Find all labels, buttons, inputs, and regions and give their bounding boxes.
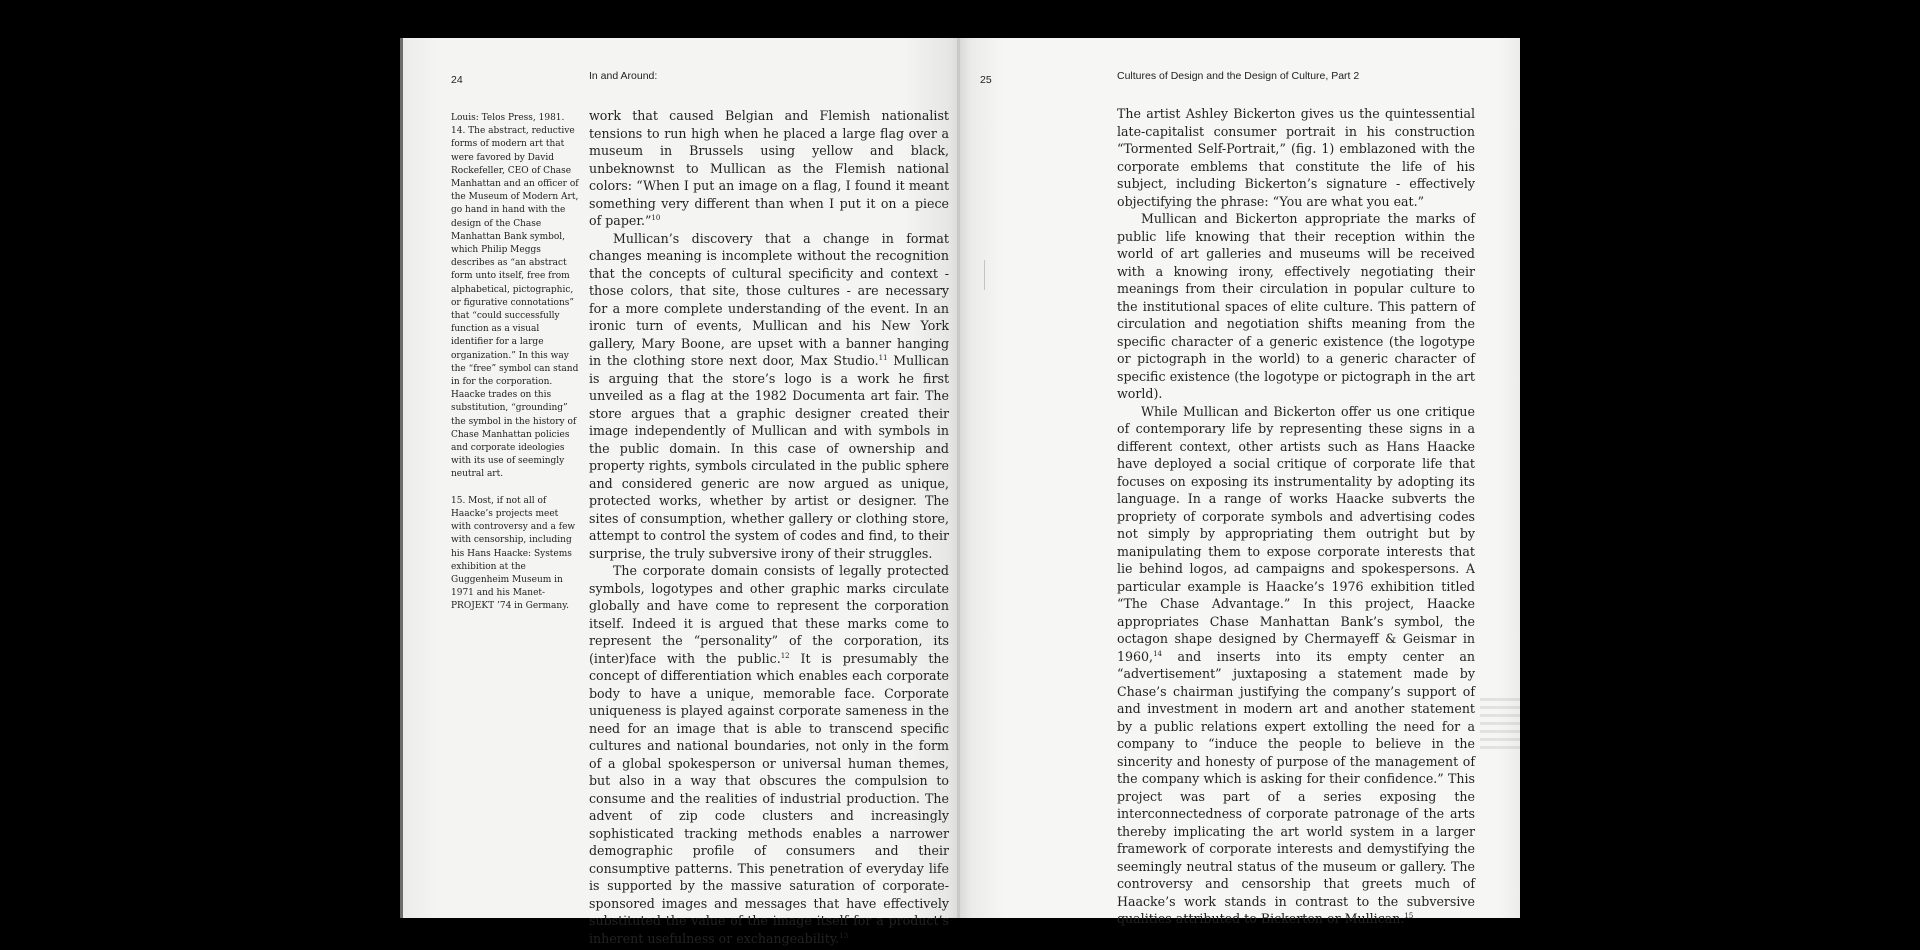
left-page bbox=[400, 38, 960, 946]
footnote-ref: 13 bbox=[839, 931, 849, 940]
paragraph: While Mullican and Bickerton offer us one critique of contemporary life by representing these signs in a different context, other artists such as Hans Haacke have deployed a social critique of corporate life that focuses on exposing its instrumentality by adopting its language. In a range of works Haacke subverts the propriety of corporate symbols and advertising codes not simply by appropriating them outright but by manipulating them to expose corporate interests that lie behind logos, ad campaigns and spokespersons. A particular example is Haacke’s 1976 exhibition titled “The Chase Advantage.” In this project, Haacke appropriates Chase Manhattan Bank’s symbol, the octagon shape designed by Chermayeff & Geismar in 1960,14 and inserts into its empty center an “advertisement” juxtaposing a statement made by Chase’s chairman justifying the company’s support of and investment in modern art and another statement by a public relations expert extolling the need for a company to “induce the people to believe in the sincerity and honesty of purpose of the management of the company which is asking for their confidence.” This project was part of a series exposing the interconnectedness of corporate patronage of the arts thereby implicating the art world system in a larger framework of corporate interests and demystifying the seemingly neutral status of the museum or gallery. The controversy and censorship that greets much of Haacke’s work stands in contrast to the subversive qualities attributed to Bickerton or Mullican.$^{15}$ bbox=[1117, 403, 1475, 926]
paragraph: The artist Ashley Bickerton gives us the quintessential late-capitalist consumer portrait in his construction “Tormented Self-Portrait,” (fig. 1) emblazoned with the corporate emblems that constitute the life of his subject, including Bickerton’s signature - effectively objectifying the phrase: “You are what you eat.” bbox=[1117, 106, 1475, 209]
footnote-ref: 12 bbox=[780, 651, 790, 660]
footnote-ref: 14 bbox=[1153, 649, 1162, 658]
show-through-figure bbox=[1480, 698, 1640, 750]
page-number-left: 24 bbox=[451, 74, 463, 86]
footnote-ref: 10 bbox=[651, 213, 661, 222]
body-text-right bbox=[1117, 105, 1475, 928]
footnote-15: 15. Most, if not all of Haacke’s projects meet with controversy and a few with censorship, including his Hans Haacke: Systems exhibition at the Guggenheim Museum in 1971 and his Manet-PROJEKT ’74 in Germany. bbox=[451, 495, 576, 612]
paragraph: work that caused Belgian and Flemish nationalist tensions to run high when he placed a large flag over a museum in Brussels using yellow and black, unbeknownst to Mullican as the Flemish national colors: “When I put an image on a flag, I found it meant something very different than when I put it on a piece of paper.”$^{10}$ bbox=[589, 108, 949, 228]
footnote-ref: 11 bbox=[878, 353, 888, 362]
running-head-right-text: Cultures of Design and the Design of Culture, Part 2 bbox=[1117, 70, 1360, 82]
right-page bbox=[960, 38, 1520, 926]
page-mark bbox=[984, 260, 988, 290]
footnote-14: 14. The abstract, reductive forms of modern art that were favored by David Rockefeller, CEO of Chase Manhattan and an officer of the Museum of Modern Art, go hand in hand with the design of the Chase Manhattan Bank symbol, which Philip Meggs describes as “an abstract form unto itself, free from alphabetical, pictographic, or figurative connotations” that “could successfully function as a visual identifier for a large organization.” In this way the “free” symbol can stand in for the corporation. Haacke trades on this substitution, “grounding” the symbol in the history of Chase Manhattan policies and corporate ideologies with its use of seemingly neutral art. bbox=[451, 126, 579, 480]
open-book-spread bbox=[400, 38, 1520, 946]
running-head-left: In and Around: bbox=[589, 70, 658, 82]
paragraph: Mullican and Bickerton appropriate the marks of public life knowing that their reception within the world of art galleries and museums will be received with a knowing irony, effectively negotiating their meanings from their circulation in popular culture to the institutional spaces of elite culture. This pattern of circulation and negotiation shifts meaning from the specific character of a generic existence (the logotype or pictograph in the world) to a generic character of specific existence (the logotype or pictograph in the art world). bbox=[1117, 211, 1475, 401]
footnotes-column bbox=[451, 112, 581, 627]
body-text-left bbox=[589, 107, 949, 947]
page-number-right: 25 bbox=[980, 74, 992, 86]
footnote-continuation: Louis: Telos Press, 1981. bbox=[451, 113, 565, 123]
footnote-ref: 15 bbox=[1404, 911, 1414, 920]
paragraph: Mullican’s discovery that a change in format changes meaning is incomplete without the recognition that the concepts of cultural specificity and context - those colors, that site, those cultures - are necessary for a more complete understanding of the event. In an ironic turn of events, Mullican and his New York gallery, Mary Boone, are upset with a banner hanging in the clothing store next door, Max Studio.$^{11}$ Mullican is arguing that the store’s logo is a work he first unveiled as a flag at the 1982 Documenta art fair. The store argues that a graphic designer created their image independently of Mullican and with symbols in the public domain. In this case of ownership and property rights, symbols circulated in the public sphere and considered generic are now argued as unique, protected works, whether by artist or designer. The sites of consumption, whether gallery or clothing store, attempt to control the system of codes and find, to their surprise, the truly subversive irony of their struggles. bbox=[589, 230, 949, 561]
paragraph: The corporate domain consists of legally protected symbols, logotypes and other graphic marks circulate globally and have come to represent the corporation itself. Indeed it is argued that these marks come to represent the “personality” of the corporation, its (inter)face with the public.$^{12}$ It is presumably the concept of differentiation which enables each corporate body to have a unique, memorable face. Corporate uniqueness is played against corporate sameness in the need for an image that is able to transcend specific cultures and national boundaries, not only in the form of a global spokesperson or universal human themes, but also in a way that obscures the compulsion to consume and the realities of industrial production. The advent of zip code clusters and increasingly sophisticated tracking methods enables a narrower demographic profile of consumers and their consumptive patterns. This penetration of everyday life is supported by the massive saturation of corporate-sponsored images and messages that have effectively substituted the value of the image itself for a product’s inherent usefulness or exchangeability.$^{13}$ bbox=[589, 563, 949, 946]
